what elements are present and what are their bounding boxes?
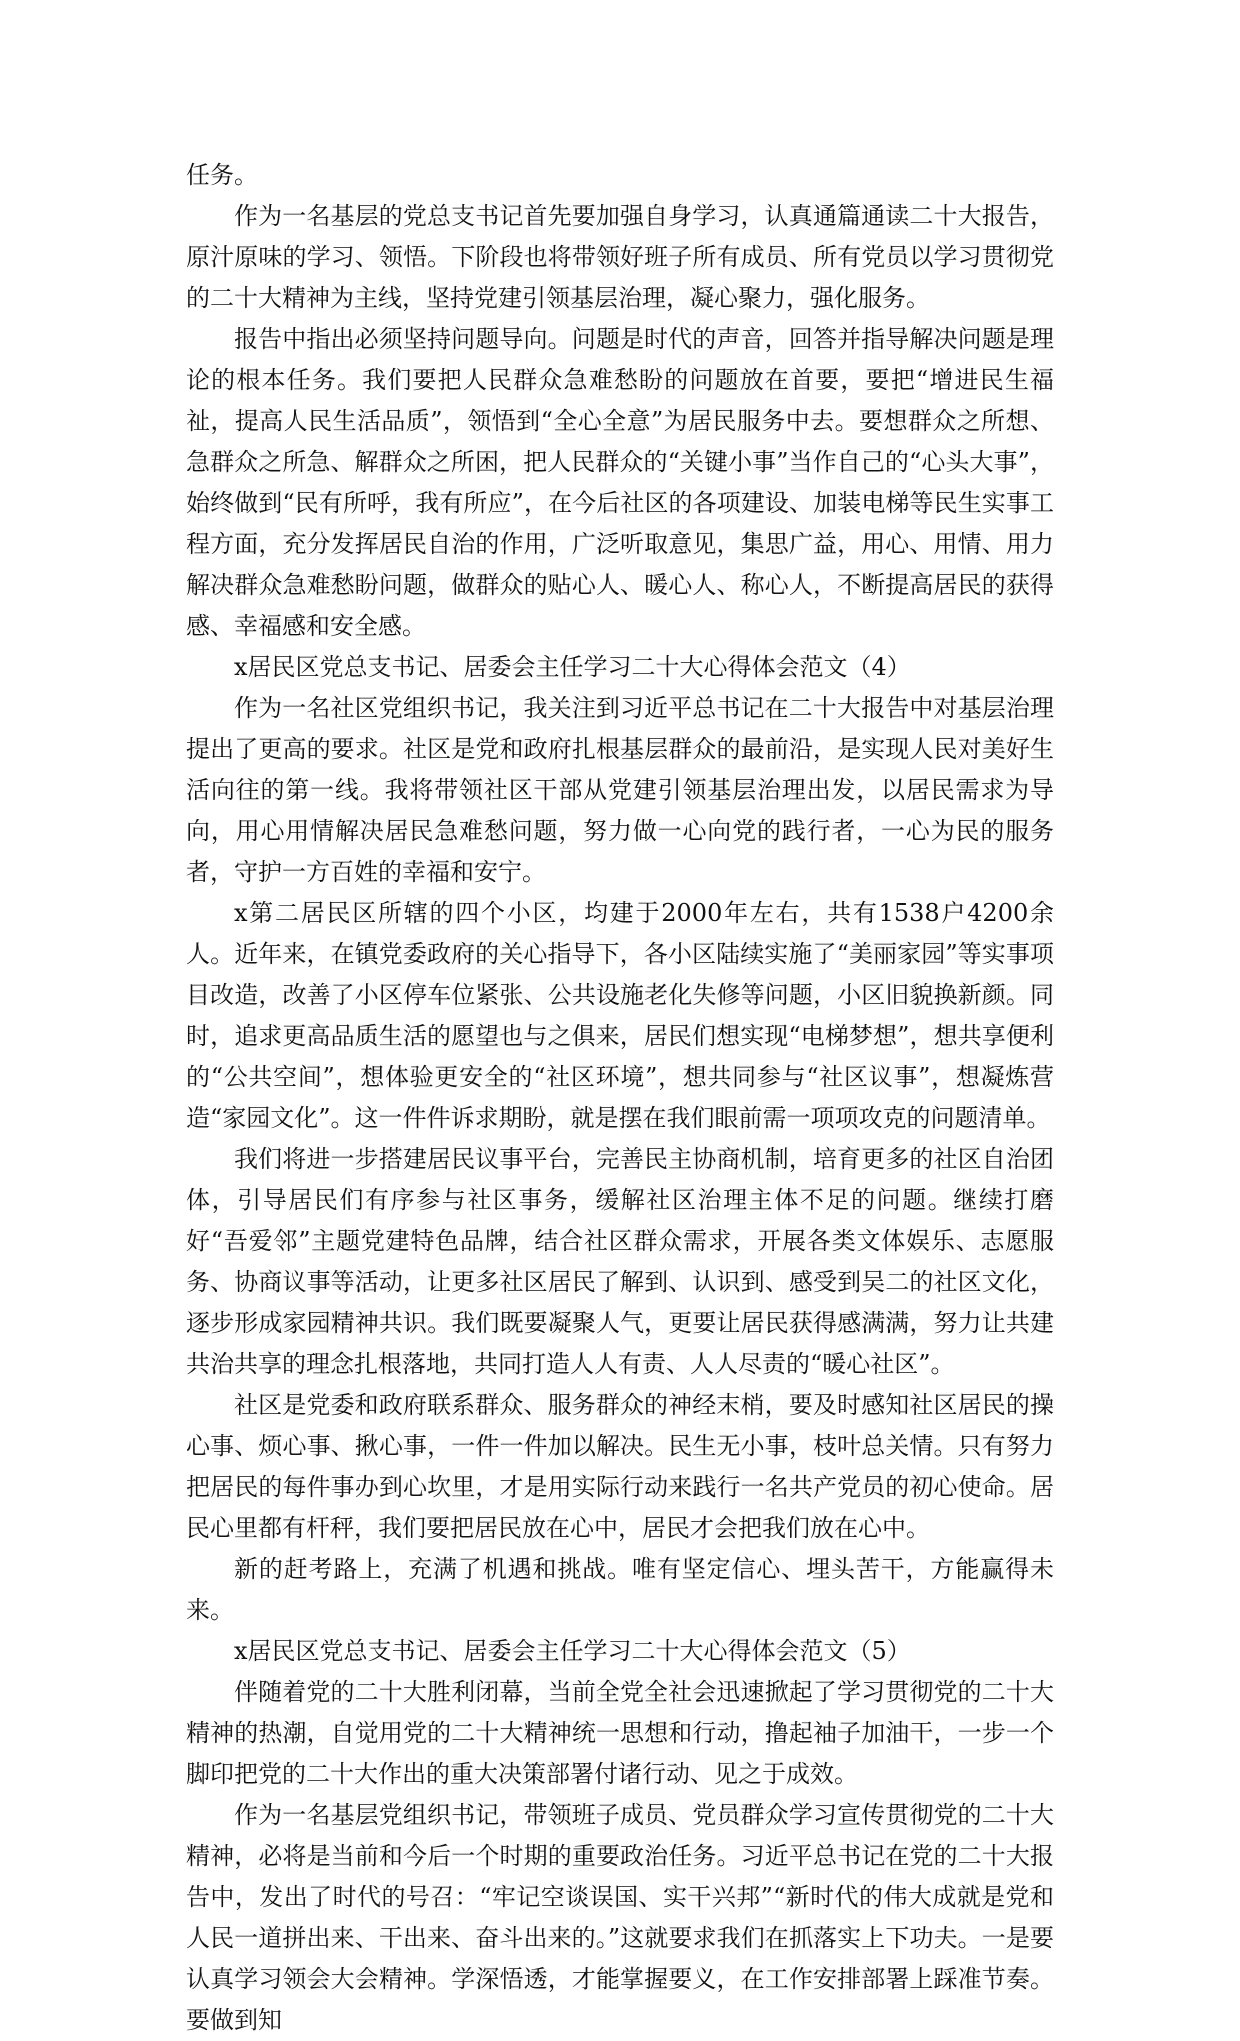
paragraph: 伴随着党的二十大胜利闭幕，当前全党全社会迅速掀起了学习贯彻党的二十大精神的热潮，自觉用党的二十大精神统一思想和行动，撸起袖子加油干，一步一个脚印把党的二十大作出的重大决策部署付诸行动、见之于成效。 <box>186 1678 1054 1788</box>
paragraph: 作为一名基层党组织书记，带领班子成员、党员群众学习宣传贯彻党的二十大精神，必将是当前和今后一个时期的重要政治任务。习近平总书记在党的二十大报告中，发出了时代的号召：“牢记空谈误国、实干兴邦”“新时代的伟大成就是党和人民一道拼出来、干出来、奋斗出来的。”这就要求我们在抓落实上下功夫。一是要认真学习领会大会精神。学深悟透，才能掌握要义，在工作安排部署上踩准节奏。要做到知 <box>186 1801 1054 2034</box>
paragraph: 报告中指出必须坚持问题导向。问题是时代的声音，回答并指导解决问题是理论的根本任务。我们要把人民群众急难愁盼的问题放在首要，要把“增进民生福祉，提高人民生活品质”，领悟到“全心全意”为居民服务中去。要想群众之所想、急群众之所急、解群众之所困，把人民群众的“关键小事”当作自己的“心头大事”，始终做到“民有所呼，我有所应”，在今后社区的各项建设、加装电梯等民生实事工程方面，充分发挥居民自治的作用，广泛听取意见，集思广益，用心、用情、用力解决群众急难愁盼问题，做群众的贴心人、暖心人、称心人，不断提高居民的获得感、幸福感和安全感。 <box>186 325 1054 640</box>
section-heading: x居民区党总支书记、居委会主任学习二十大心得体会范文（5） <box>234 1637 911 1665</box>
document-body <box>186 155 1054 2041</box>
paragraph: 我们将进一步搭建居民议事平台，完善民主协商机制，培育更多的社区自治团体，引导居民们有序参与社区事务，缓解社区治理主体不足的问题。继续打磨好“吾爱邻”主题党建特色品牌，结合社区群众需求，开展各类文体娱乐、志愿服务、协商议事等活动，让更多社区居民了解到、认识到、感受到吴二的社区文化，逐步形成家园精神共识。我们既要凝聚人气，更要让居民获得感满满，努力让共建共治共享的理念扎根落地，共同打造人人有责、人人尽责的“暖心社区”。 <box>186 1145 1054 1378</box>
paragraph-continuation: 任务。 <box>186 161 258 189</box>
paragraph: 社区是党委和政府联系群众、服务群众的神经末梢，要及时感知社区居民的操心事、烦心事、揪心事，一件一件加以解决。民生无小事，枝叶总关情。只有努力把居民的每件事办到心坎里，才是用实际行动来践行一名共产党员的初心使命。居民心里都有杆秤，我们要把居民放在心中，居民才会把我们放在心中。 <box>186 1391 1054 1542</box>
paragraph: 新的赶考路上，充满了机遇和挑战。唯有坚定信心、埋头苦干，方能赢得未来。 <box>186 1555 1054 1624</box>
paragraph: 作为一名基层的党总支书记首先要加强自身学习，认真通篇通读二十大报告，原汁原味的学习、领悟。下阶段也将带领好班子所有成员、所有党员以学习贯彻党的二十大精神为主线，坚持党建引领基层治理，凝心聚力，强化服务。 <box>186 202 1054 312</box>
paragraph: x第二居民区所辖的四个小区，均建于2000年左右，共有1538户4200余人。近年来，在镇党委政府的关心指导下，各小区陆续实施了“美丽家园”等实事项目改造，改善了小区停车位紧张、公共设施老化失修等问题，小区旧貌换新颜。同时，追求更高品质生活的愿望也与之俱来，居民们想实现“电梯梦想”，想共享便利的“公共空间”，想体验更安全的“社区环境”，想共同参与“社区议事”，想凝炼营造“家园文化”。这一件件诉求期盼，就是摆在我们眼前需一项项攻克的问题清单。 <box>186 899 1054 1132</box>
paragraph: 作为一名社区党组织书记，我关注到习近平总书记在二十大报告中对基层治理提出了更高的要求。社区是党和政府扎根基层群众的最前沿，是实现人民对美好生活向往的第一线。我将带领社区干部从党建引领基层治理出发，以居民需求为导向，用心用情解决居民急难愁问题，努力做一心向党的践行者，一心为民的服务者，守护一方百姓的幸福和安宁。 <box>186 694 1054 886</box>
section-heading: x居民区党总支书记、居委会主任学习二十大心得体会范文（4） <box>234 653 911 681</box>
